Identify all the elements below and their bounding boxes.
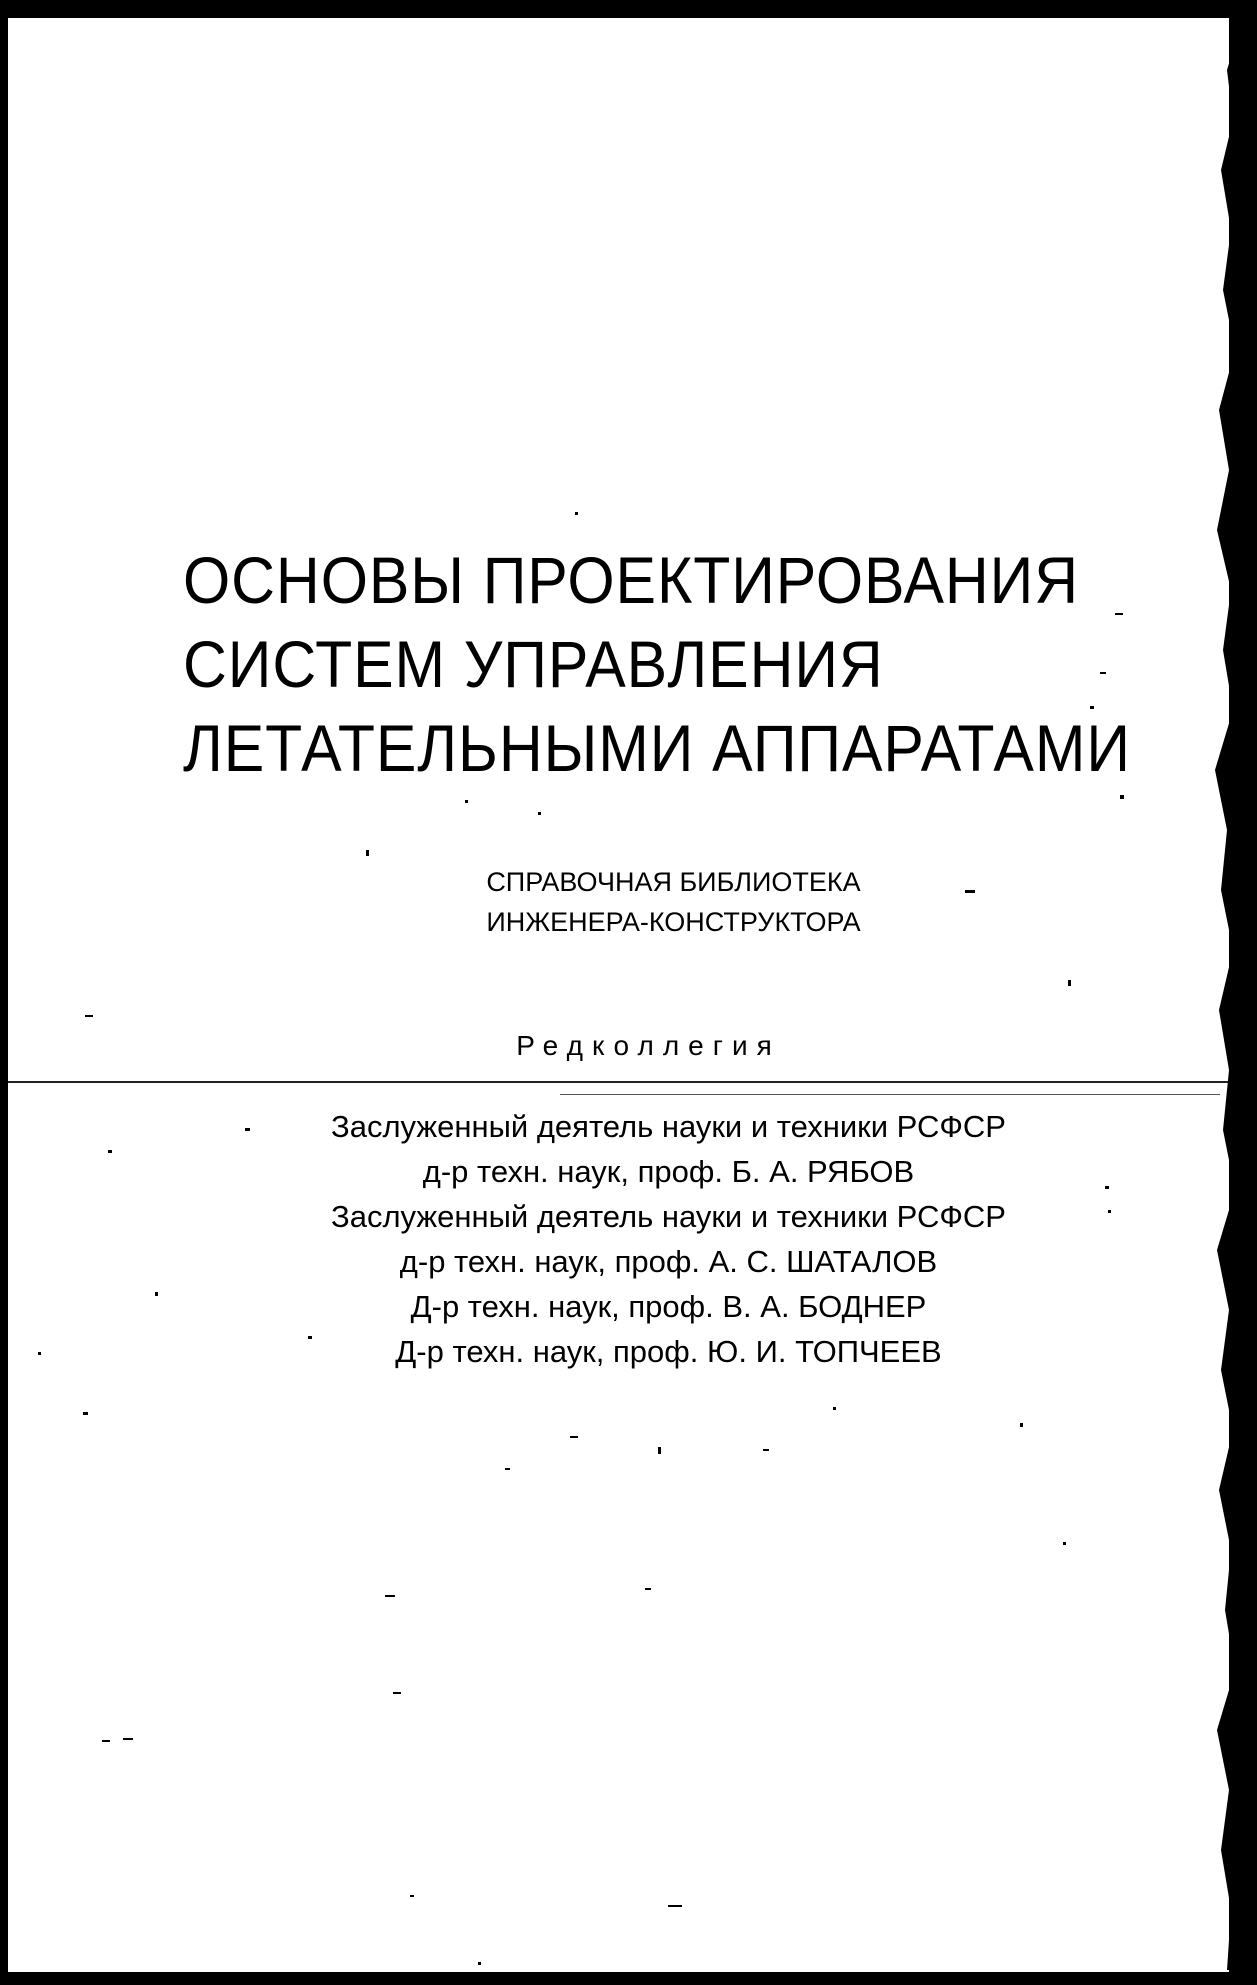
scan-speck [570,1436,578,1438]
title-line-2: СИСТЕМ УПРАВЛЕНИЯ [183,627,884,701]
scan-speck [38,1352,41,1355]
scan-speck [538,812,541,815]
scan-speck [965,890,975,893]
scan-speck [85,1015,93,1017]
book-title [183,538,1183,790]
scan-speck [393,1692,401,1694]
scan-speck [1100,672,1106,674]
scan-speck [366,850,369,856]
scan-speck [465,800,468,803]
scan-speck [308,1336,312,1339]
scan-speck [668,1905,682,1907]
board-member-line: д-р техн. наук, проф. А. С. ШАТАЛОВ [399,1244,938,1279]
editorial-board-list [0,1104,1257,1374]
scan-speck [505,1468,510,1470]
scan-speck [478,1962,481,1965]
scan-speck [1068,980,1071,986]
scan-speck [833,1407,836,1410]
scan-speck [1090,706,1094,709]
scan-speck [763,1449,769,1451]
scan-speck [155,1292,158,1296]
scan-speck [575,512,578,515]
scan-speck [385,1595,395,1597]
board-member-line: Д-р техн. наук, проф. Ю. И. ТОПЧЕЕВ [395,1334,942,1369]
scan-speck [645,1588,651,1590]
scan-speck [1108,1210,1111,1213]
editorial-board-heading: Редколлегия [516,1030,781,1061]
scan-speck [83,1412,88,1415]
scan-speck [410,1895,414,1897]
scan-speck [1115,613,1123,615]
series-line-2: ИНЖЕНЕРА-КОНСТРУКТОРА [486,907,861,937]
scan-speck [102,1740,110,1742]
scan-border-bottom [0,1972,1257,1985]
title-line-3: ЛЕТАТЕЛЬНЫМИ АППАРАТАМИ [183,711,1131,785]
torn-edge-right [1209,30,1239,1970]
board-member-line: Заслуженный деятель науки и техники РСФСР [331,1199,1006,1234]
board-member-line: Д-р техн. наук, проф. В. А. БОДНЕР [410,1289,927,1324]
series-name [0,862,1257,942]
scan-speck [1120,795,1124,799]
scan-speck [108,1150,112,1153]
series-line-1: СПРАВОЧНАЯ БИБЛИОТЕКА [486,867,861,897]
scan-border-top [0,0,1257,18]
fold-line [8,1081,1228,1083]
board-member-line: д-р техн. наук, проф. Б. А. РЯБОВ [422,1154,915,1189]
scan-speck [1020,1423,1023,1427]
scan-border-left [0,0,8,1985]
board-member-line: Заслуженный деятель науки и техники РСФСР [331,1109,1006,1144]
title-line-1: ОСНОВЫ ПРОЕКТИРОВАНИЯ [183,543,1079,617]
scan-speck [1063,1542,1066,1545]
scan-speck [123,1738,133,1740]
scan-speck [1105,1186,1109,1189]
scan-speck [245,1128,250,1131]
fold-line-faint [560,1094,1220,1095]
scan-speck [658,1447,661,1454]
